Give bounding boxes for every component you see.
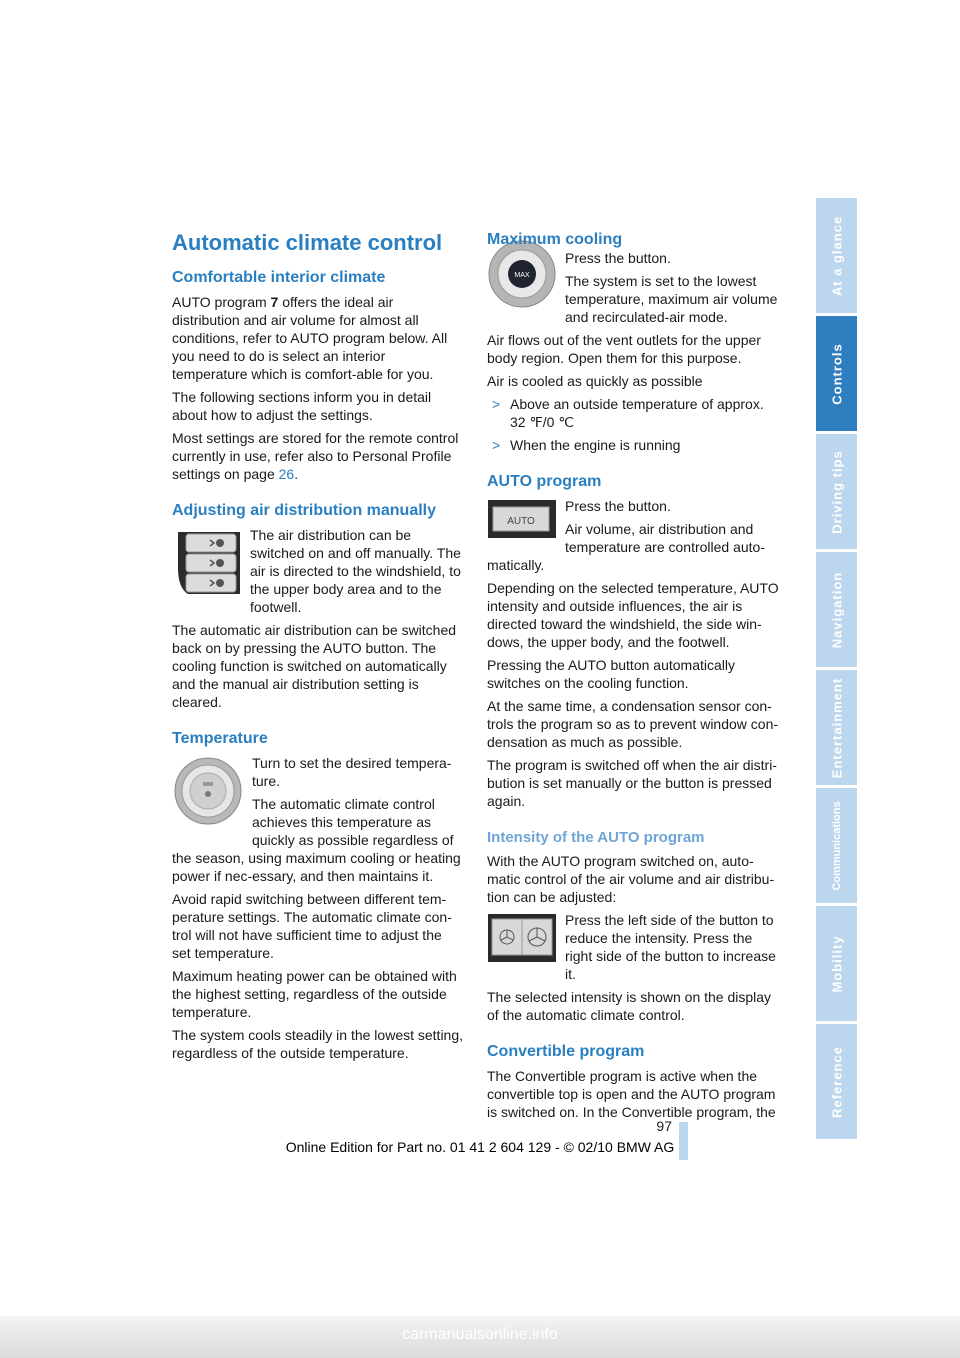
- paragraph: The following sections inform you in detail about how to adjust the settings.: [172, 389, 432, 423]
- section-title-temperature: Temperature: [172, 730, 268, 747]
- auto-button-image: [487, 499, 557, 543]
- right-column: [487, 230, 779, 1126]
- paragraph: The system cools steadily in the lowest setting, regardless of the outside temperature.: [172, 1027, 464, 1061]
- paragraph: The automatic climate control achieves this temperature as quickly as possible regardless of the season, using maximum cooling or heating power if nec-essary, and then maintains it.: [172, 796, 461, 884]
- section-title-maximum-cooling: Maximum cooling: [487, 231, 623, 248]
- tab-mobility[interactable]: Mobility: [816, 906, 857, 1021]
- footer-text: Online Edition for Part no. 01 41 2 604 129 - © 02/10 BMW AG: [285, 1139, 675, 1155]
- paragraph: Air flows out of the vent outlets for the upper body region. Open them for this purpose.: [487, 332, 761, 366]
- paragraph: With the AUTO program switched on, auto-matic control of the air volume and air distribu-tion can be adjusted:: [487, 853, 775, 905]
- tab-driving-tips[interactable]: Driving tips: [816, 434, 857, 549]
- section-title-auto-program: AUTO program: [487, 473, 602, 490]
- svg-text:AUTO: AUTO: [507, 516, 535, 527]
- paragraph: Maximum heating power can be obtained with the highest setting, regardless of the outside temperature.: [172, 968, 457, 1020]
- paragraph: Most settings are stored for the remote control currently in use, refer also to Personal Profile settings on page 26.: [172, 430, 459, 482]
- page-link[interactable]: 26: [278, 466, 295, 482]
- paragraph: Pressing the AUTO button automatically switches on the cooling function.: [487, 657, 735, 691]
- paragraph: Press the button.: [565, 250, 671, 266]
- paragraph: The system is set to the lowest temperature, maximum air volume and recirculated-air mode.: [565, 273, 778, 325]
- left-column: [172, 230, 464, 1067]
- page-number: 97: [656, 1118, 672, 1134]
- max-cooling-button-image: [487, 239, 557, 313]
- page-title: Automatic climate control: [172, 230, 443, 255]
- watermark-text: carmanualsonline.info: [402, 1326, 558, 1343]
- tab-navigation[interactable]: Navigation: [816, 552, 857, 667]
- paragraph: Air is cooled as quickly as possible: [487, 373, 703, 389]
- tab-at-a-glance[interactable]: At a glance: [816, 198, 857, 313]
- paragraph: Air volume, air distribution and temperature are controlled auto-matically.: [487, 521, 765, 573]
- air-distribution-buttons-image: [174, 528, 242, 602]
- paragraph: Press the button.: [565, 498, 671, 514]
- tab-entertainment[interactable]: Entertainment: [816, 670, 857, 785]
- paragraph: The air distribution can be switched on and off manually. The air is directed to the windshield, to the upper body area and to the footwell.: [250, 527, 461, 615]
- paragraph: Avoid rapid switching between different tem-perature settings. The automatic climate con-trol will not have sufficient time to adjust the set temperature.: [172, 891, 452, 961]
- tab-controls[interactable]: Controls: [816, 316, 857, 431]
- section-title-convertible: Convertible program: [487, 1043, 645, 1060]
- paragraph: AUTO program 7 offers the ideal air distribution and air volume for almost all conditions, refer to AUTO program below. All you need to do is select an interior temperature which is comfort-able for you.: [172, 294, 448, 382]
- paragraph: The automatic air distribution can be switched back on by pressing the AUTO button. The cooling function is switched on automatically and the manual air distribution setting is cleared.: [172, 622, 457, 710]
- section-title-intensity: Intensity of the AUTO program: [487, 829, 705, 846]
- chapter-tabs: [816, 198, 857, 1142]
- paragraph: The selected intensity is shown on the display of the automatic climate control.: [487, 989, 772, 1023]
- section-title-comfortable-climate: Comfortable interior climate: [172, 269, 386, 286]
- section-title-air-distribution: Adjusting air distribution manually: [172, 502, 437, 519]
- paragraph: The Convertible program is active when the convertible top is open and the AUTO program is switched on. In the Convertible program, the: [487, 1068, 776, 1120]
- svg-text:MAX: MAX: [514, 272, 530, 279]
- list-item: > When the engine is running: [492, 437, 681, 453]
- paragraph: At the same time, a condensation sensor con-trols the program so as to prevent window con-densation as much as possible.: [487, 698, 779, 750]
- paragraph: Turn to set the desired tempera-ture.: [252, 755, 452, 789]
- temperature-knob-image: [172, 756, 244, 830]
- paragraph: Press the left side of the button to reduce the intensity. Press the right side of the button to increase it.: [565, 912, 776, 982]
- tab-communications[interactable]: Communications: [816, 788, 857, 903]
- tab-reference[interactable]: Reference: [816, 1024, 857, 1139]
- list-item: > Above an outside temperature of approx. 32 ℉/0 ℃: [492, 396, 764, 430]
- intensity-button-image: [487, 913, 557, 967]
- paragraph: The program is switched off when the air distri-bution is set manually or the button is pressed again.: [487, 757, 777, 809]
- paragraph: Depending on the selected temperature, AUTO intensity and outside influences, the air is directed toward the windshield, the side win-dows, the upper body, and the footwell.: [487, 580, 779, 650]
